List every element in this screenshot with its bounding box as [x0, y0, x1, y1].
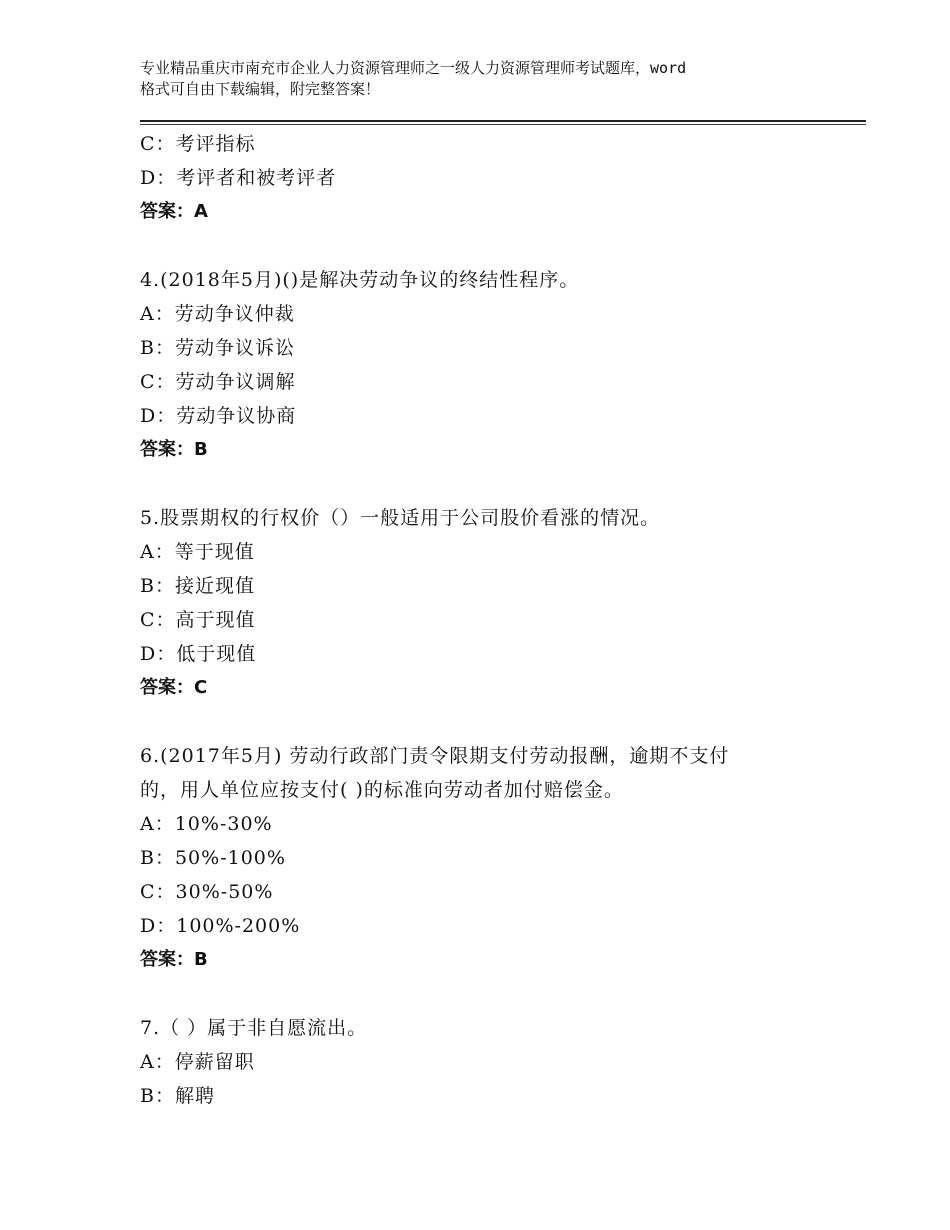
spacer: [140, 705, 840, 739]
option-a: A：停薪留职: [140, 1051, 255, 1073]
question-text: 5.股票期权的行权价（）一般适用于公司股价看涨的情况。: [140, 507, 661, 529]
header-title-line2: 格式可自由下载编辑，附完整答案！: [140, 80, 381, 98]
option-b: B：解聘: [140, 1085, 215, 1107]
spacer: [140, 229, 840, 263]
spacer: [140, 467, 840, 501]
answer: 答案：A: [140, 201, 208, 222]
option-a: A：等于现值: [140, 541, 255, 563]
option-c: C：30%-50%: [140, 881, 274, 903]
option-b: B：接近现值: [140, 575, 255, 597]
answer: 答案：B: [140, 949, 208, 970]
answer: 答案：C: [140, 677, 208, 698]
option-d: D：劳动争议协商: [140, 405, 297, 427]
question-7: [140, 1011, 840, 1113]
option-c: C：高于现值: [140, 609, 256, 631]
header-rule-thin: [140, 124, 866, 125]
header-rule-thick: [140, 120, 866, 122]
option-b: B：劳动争议诉讼: [140, 337, 295, 359]
spacer: [140, 977, 840, 1011]
question-3-tail: [140, 127, 840, 229]
question-6: [140, 739, 840, 977]
option-a: A：劳动争议仲裁: [140, 303, 295, 325]
option-d: D：考评者和被考评者: [140, 167, 337, 189]
question-5: [140, 501, 840, 705]
question-text-line1: 6.(2017年5月) 劳动行政部门责令限期支付劳动报酬，逾期不支付: [140, 745, 730, 767]
question-4: [140, 263, 840, 467]
header-title-line1: 专业精品重庆市南充市企业人力资源管理师之一级人力资源管理师考试题库，word: [140, 59, 687, 77]
option-c: C：考评指标: [140, 133, 256, 155]
answer: 答案：B: [140, 439, 208, 460]
option-d: D：100%-200%: [140, 915, 301, 937]
option-a: A：10%-30%: [140, 813, 273, 835]
option-c: C：劳动争议调解: [140, 371, 296, 393]
question-text: 4.(2018年5月)()是解决劳动争议的终结性程序。: [140, 269, 580, 291]
document-header: [140, 58, 840, 100]
option-d: D：低于现值: [140, 643, 257, 665]
question-text-line2: 的，用人单位应按支付( )的标准向劳动者加付赔偿金。: [140, 779, 624, 801]
option-b: B：50%-100%: [140, 847, 286, 869]
question-text: 7.（ ）属于非自愿流出。: [140, 1017, 368, 1039]
question-list: [140, 127, 840, 1113]
